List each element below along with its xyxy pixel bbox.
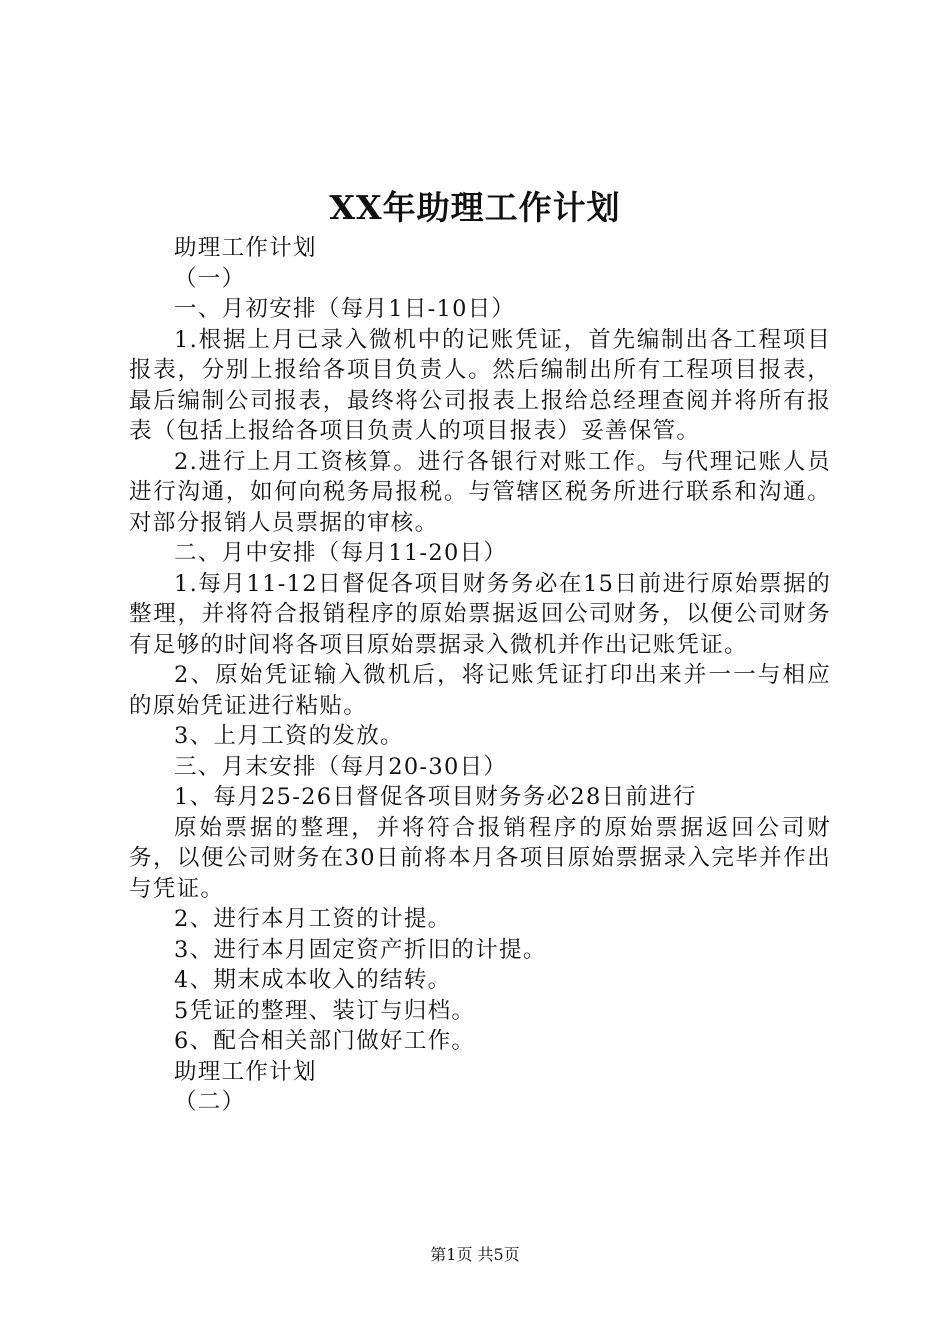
page-footer: 第1页 共5页 (430, 1245, 520, 1264)
paragraph: 1.根据上月已录入微机中的记账凭证，首先编制出各工程项目报表，分别上报给各项目负责人。然后编制出所有工程项目报表，最后编制公司报表，最终将公司报表上报给总经理查阅并将所有报表（包括上报给各项目负责人的项目报表）妥善保管。 (129, 326, 831, 444)
subsection-heading: 三、月末安排（每月20-30日） (174, 753, 508, 780)
section-number: （一） (174, 265, 246, 292)
paragraph: 4、期末成本收入的结转。 (174, 967, 452, 993)
paragraph: 1、每月25-26日督促各项目财务务必28日前进行 (174, 784, 697, 810)
paragraph: 1.每月11-12日督促各项目财务务必在15日前进行原始票据的整理，并将符合报销程序的原始票据返回公司财务，以便公司财务有足够的时间将各项目原始票据录入微机并作出记账凭证。 (129, 570, 831, 658)
section-heading: 助理工作计划 (174, 1058, 317, 1085)
section-number: （二） (174, 1089, 246, 1115)
paragraph: 2、进行本月工资的计提。 (174, 906, 452, 932)
subsection-heading: 一、月初安排（每月1日-10日） (174, 296, 516, 322)
document-title: XX年助理工作计划 (329, 188, 621, 227)
paragraph: 2、原始凭证输入微机后，将记账凭证打印出来并一一与相应的原始凭证进行粘贴。 (129, 662, 831, 719)
subsection-heading: 二、月中安排（每月11-20日） (174, 540, 508, 566)
paragraph: 2.进行上月工资核算。进行各银行对账工作。与代理记账人员进行沟通，如何向税务局报税。与管辖区税务所进行联系和沟通。对部分报销人员票据的审核。 (129, 448, 831, 536)
paragraph: 原始票据的整理，并将符合报销程序的原始票据返回公司财务，以便公司财务在30日前将本月各项目原始票据录入完毕并作出与凭证。 (129, 814, 831, 902)
document-body (129, 233, 831, 1118)
section-heading: 助理工作计划 (174, 235, 317, 261)
paragraph: 5凭证的整理、装订与归档。 (174, 997, 476, 1024)
paragraph: 6、配合相关部门做好工作。 (174, 1028, 476, 1054)
paragraph: 3、进行本月固定资产折旧的计提。 (174, 936, 547, 963)
paragraph: 3、上月工资的发放。 (174, 723, 404, 749)
